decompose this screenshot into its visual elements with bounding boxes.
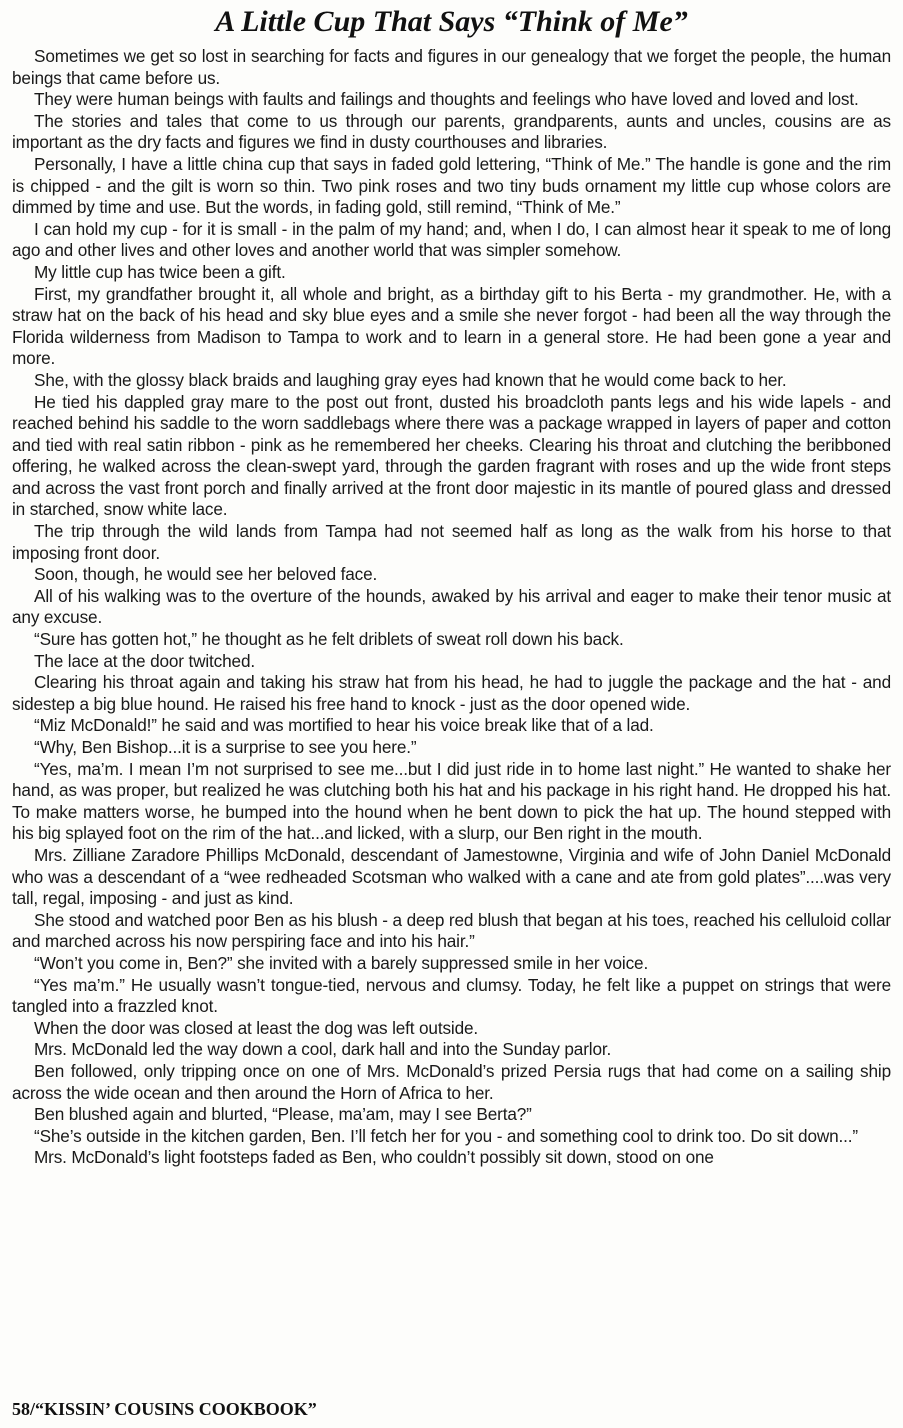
paragraph: “Miz McDonald!” he said and was mortified to hear his voice break like that of a lad. [34, 715, 654, 736]
paragraph: “Won’t you come in, Ben?” she invited with a barely suppressed smile in her voice. [34, 952, 649, 973]
paragraph: The trip through the wild lands from Tampa had not seemed half as long as the walk from his horse to that imposing front door. [12, 521, 891, 563]
paragraph: Personally, I have a little china cup that says in faded gold lettering, “Think of Me.” The handle is gone and the rim is chipped - and the gilt is worn so thin. Two pink roses and two tiny buds ornament my little cup whose colors are dimmed by time and use. But the words, in fading gold, still remind, “Think of Me.” [12, 153, 891, 218]
paragraph: Mrs. Zilliane Zaradore Phillips McDonald, descendant of Jamestowne, Virginia and wife of John Daniel McDonald who was a descendant of a “wee redheaded Scotsman who walked with a cane and ate from gold plates”....was very tall, regal, imposing - and just as kind. [12, 844, 891, 909]
paragraph: The stories and tales that come to us through our parents, grandparents, aunts and uncles, cousins are as important as the dry facts and figures we find in dusty courthouses and libraries. [12, 110, 891, 153]
paragraph: He tied his dappled gray mare to the post out front, dusted his broadcloth pants legs and his wide lapels - and reached behind his saddle to the worn saddlebags where there was a package wrapped in layers of paper and cotton and tied with real satin ribbon - pink as he remembered her cheeks. Clearing his throat and clutching the beribboned offering, he walked across the clean-swept yard, through the garden fragrant with roses and up the wide front steps and across the vast front porch and finally arrived at the front door majestic in its mantle of poured glass and dressed in starched, snow white lace. [12, 391, 891, 520]
paragraph: First, my grandfather brought it, all whole and bright, as a birthday gift to his Berta - my grandmother. He, with a straw hat on the back of his head and sky blue eyes and a smile she never forgot - had been all the way through the Florida wilderness from Madison to Tampa to work and to learn in a general store. He had been gone a year and more. [12, 283, 891, 369]
paragraph: They were human beings with faults and failings and thoughts and feelings who have loved and loved and lost. [34, 89, 859, 110]
paragraph: “Yes, ma’m. I mean I’m not surprised to see me...but I did just ride in to home last night.” He wanted to shake her hand, as was proper, but realized he was clutching both his hat and his package in his right hand. He dropped his hat. To make matters worse, he bumped into the hound when he bent down to pick the hat up. The hound stepped with his big splayed foot on the rim of the hat...and licked, with a slurp, our Ben right in the mouth. [12, 758, 891, 844]
paragraph: Mrs. McDonald led the way down a cool, dark hall and into the Sunday parlor. [34, 1039, 612, 1060]
paragraph: Mrs. McDonald’s light footsteps faded as Ben, who couldn’t possibly sit down, stood on one [34, 1147, 714, 1168]
paragraph: “She’s outside in the kitchen garden, Ben. I’ll fetch her for you - and something cool to drink too. Do sit down...” [34, 1125, 858, 1146]
paragraph: My little cup has twice been a gift. [34, 261, 286, 282]
paragraph: I can hold my cup - for it is small - in the palm of my hand; and, when I do, I can almost hear it speak to me of long ago and other lives and other loves and another world that was simpler somehow. [12, 218, 891, 261]
paragraph: Ben blushed again and blurted, “Please, ma’am, may I see Berta?” [34, 1104, 532, 1125]
paragraph: Clearing his throat again and taking his straw hat from his head, he had to juggle the package and the hat - and sidestep a big blue hound. He raised his free hand to knock - just as the door opened wide. [12, 672, 891, 714]
paragraph: Ben followed, only tripping once on one of Mrs. McDonald’s prized Persia rugs that had come on a sailing ship across the wide ocean and then around the Horn of Africa to her. [12, 1060, 891, 1103]
paragraph: “Sure has gotten hot,” he thought as he felt driblets of sweat roll down his back. [34, 629, 624, 650]
paragraph: When the door was closed at least the dog was left outside. [34, 1017, 479, 1038]
article-body [12, 46, 891, 1169]
paragraph: “Yes ma’m.” He usually wasn’t tongue-tied, nervous and clumsy. Today, he felt like a puppet on strings that were tangled into a frazzled knot. [12, 974, 891, 1017]
paragraph: “Why, Ben Bishop...it is a surprise to see you here.” [34, 737, 417, 757]
paragraph: She, with the glossy black braids and laughing gray eyes had known that he would come back to her. [34, 369, 787, 390]
page-footer: 58/“KISSIN’ COUSINS COOKBOOK” [12, 1399, 317, 1419]
paragraph: Sometimes we get so lost in searching for facts and figures in our genealogy that we forget the people, the human beings that came before us. [12, 46, 891, 88]
article-title: A Little Cup That Says “Think of Me” [215, 5, 688, 38]
paragraph: All of his walking was to the overture of the hounds, awaked by his arrival and eager to make their tenor music at any excuse. [12, 585, 891, 628]
paragraph: She stood and watched poor Ben as his blush - a deep red blush that began at his toes, reached his celluloid collar and marched across his now perspiring face and into his hair.” [12, 909, 891, 952]
paragraph: Soon, though, he would see her beloved face. [34, 564, 378, 585]
paragraph: The lace at the door twitched. [34, 650, 255, 671]
